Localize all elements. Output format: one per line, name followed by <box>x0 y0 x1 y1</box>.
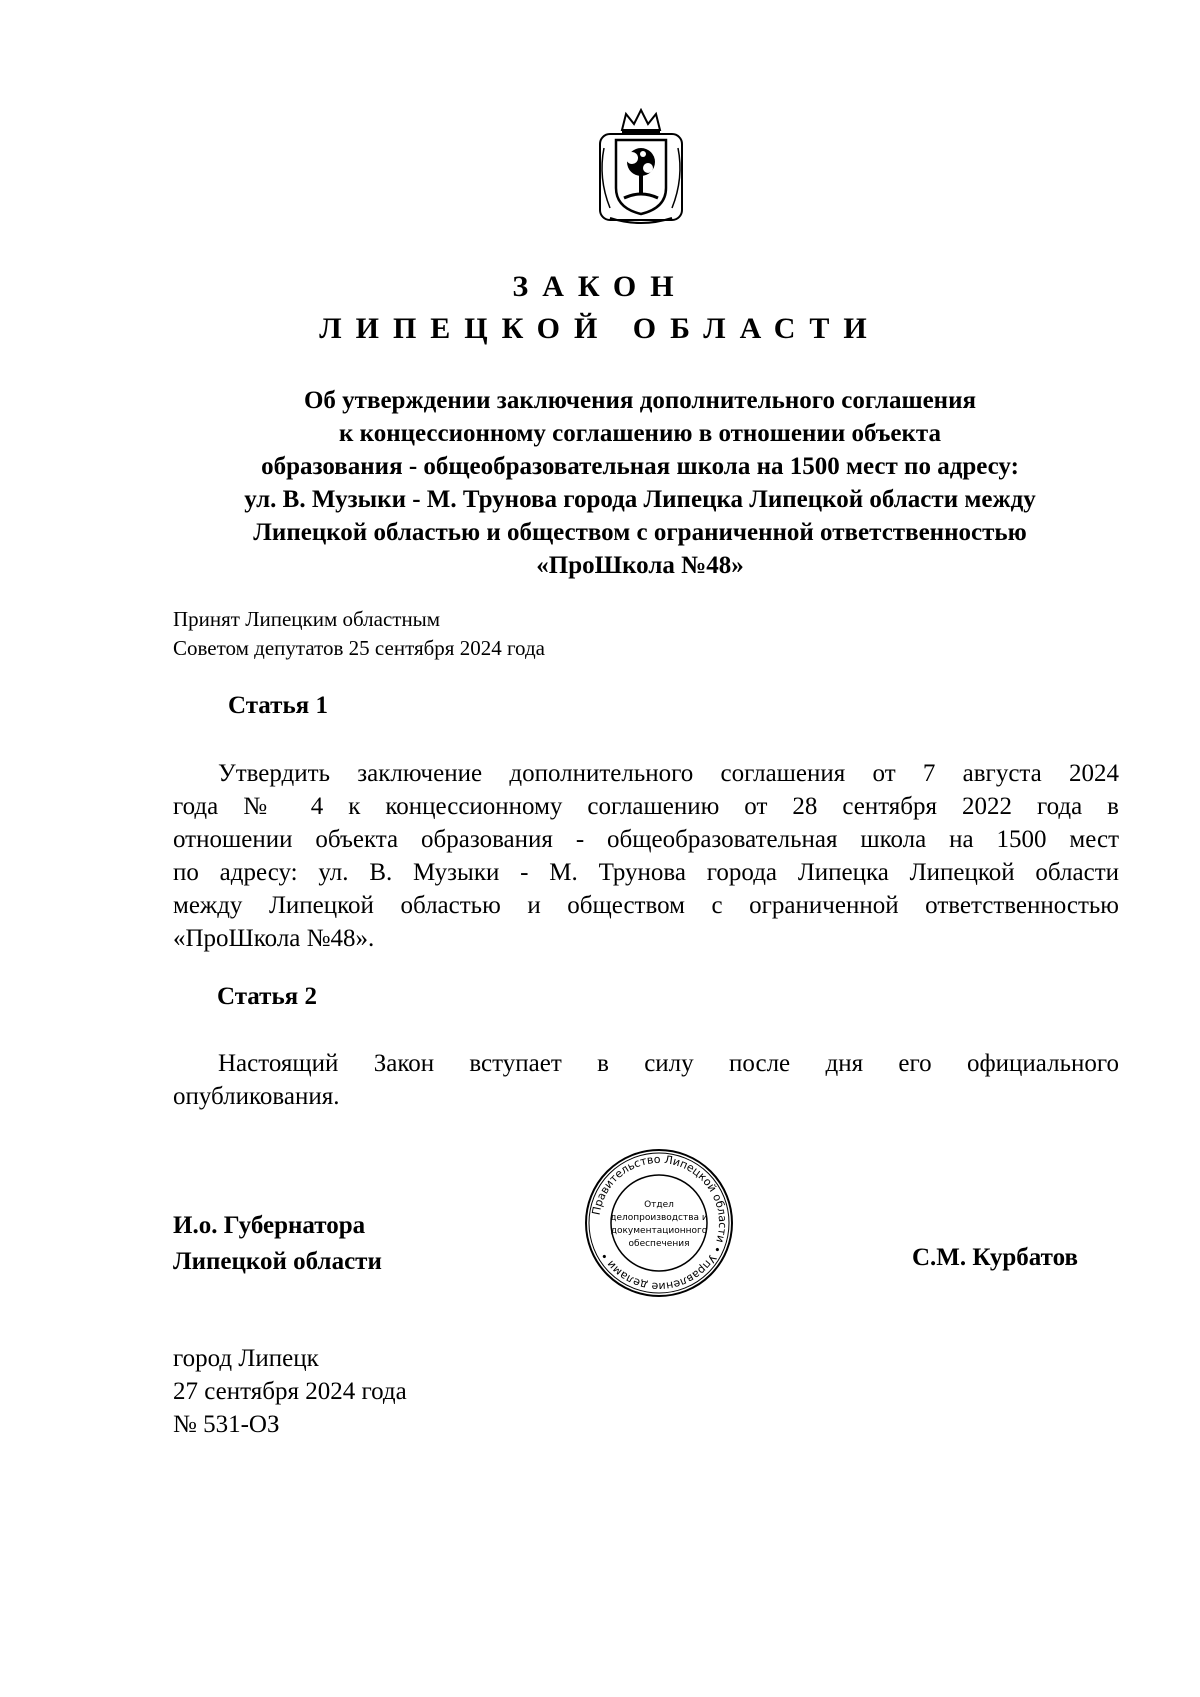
adoption-info <box>173 605 545 663</box>
article-1-line: Утвердить заключение дополнительного соглашения от 7 августа 2024 <box>218 760 1119 787</box>
footer-number: № 531-ОЗ <box>173 1411 280 1438</box>
article-1-line: между Липецкой областью и обществом с ограниченной ответственностью <box>173 892 1119 919</box>
subtitle-line: «ПроШкола №48» <box>536 552 744 579</box>
article-1-heading: Статья 1 <box>228 692 328 719</box>
position-line: И.о. Губернатора <box>173 1212 366 1239</box>
footer-city: город Липецк <box>173 1345 319 1372</box>
svg-text:обеспечения: обеспечения <box>628 1239 690 1249</box>
article-2-line: опубликования. <box>173 1083 340 1110</box>
subtitle-line: ул. В. Музыки - М. Трунова города Липецка Липецкой области между <box>244 486 1036 513</box>
law-title: ЗАКОН <box>512 270 688 303</box>
signatory-position <box>173 1208 382 1280</box>
footer-date: 27 сентября 2024 года <box>173 1378 407 1405</box>
article-1-line: отношении объекта образования - общеобразовательная школа на 1500 мест <box>173 826 1119 853</box>
article-1-line: по адресу: ул. В. Музыки - М. Трунова города Липецка Липецкой области <box>173 859 1119 886</box>
article-1-line: «ПроШкола №48». <box>173 925 375 952</box>
article-2-heading: Статья 2 <box>217 983 317 1010</box>
coat-of-arms-emblem <box>596 108 686 230</box>
law-subtitle <box>170 384 1110 582</box>
svg-text:документационного: документационного <box>610 1226 708 1236</box>
article-2-line: Настоящий Закон вступает в силу после дня его официального <box>218 1050 1119 1077</box>
subtitle-line: Липецкой областью и обществом с ограниченной ответственностью <box>253 519 1027 546</box>
svg-text:Правительство Липецкой области: Правительство Липецкой области • Управление делами • <box>589 1152 730 1294</box>
svg-text:делопроизводства и: делопроизводства и <box>610 1213 708 1223</box>
subtitle-line: образования - общеобразовательная школа на 1500 мест по адресу: <box>261 453 1019 480</box>
adoption-line: Принят Липецким областным <box>173 607 441 631</box>
article-1-line: года № 4 к концессионному соглашению от 28 сентября 2022 года в <box>173 793 1119 820</box>
official-seal-stamp <box>583 1147 735 1299</box>
signatory-name: С.М. Курбатов <box>912 1244 1078 1271</box>
article-2-text <box>173 1047 1119 1113</box>
article-1-text <box>173 757 1119 955</box>
adoption-line: Советом депутатов 25 сентября 2024 года <box>173 636 545 660</box>
subtitle-line: к концессионному соглашению в отношении объекта <box>338 420 942 447</box>
subtitle-line: Об утверждении заключения дополнительного соглашения <box>303 387 977 414</box>
region-title: ЛИПЕЦКОЙ ОБЛАСТИ <box>319 312 881 345</box>
position-line: Липецкой области <box>173 1248 382 1275</box>
document-footer <box>173 1342 407 1441</box>
svg-text:Отдел: Отдел <box>644 1200 674 1210</box>
